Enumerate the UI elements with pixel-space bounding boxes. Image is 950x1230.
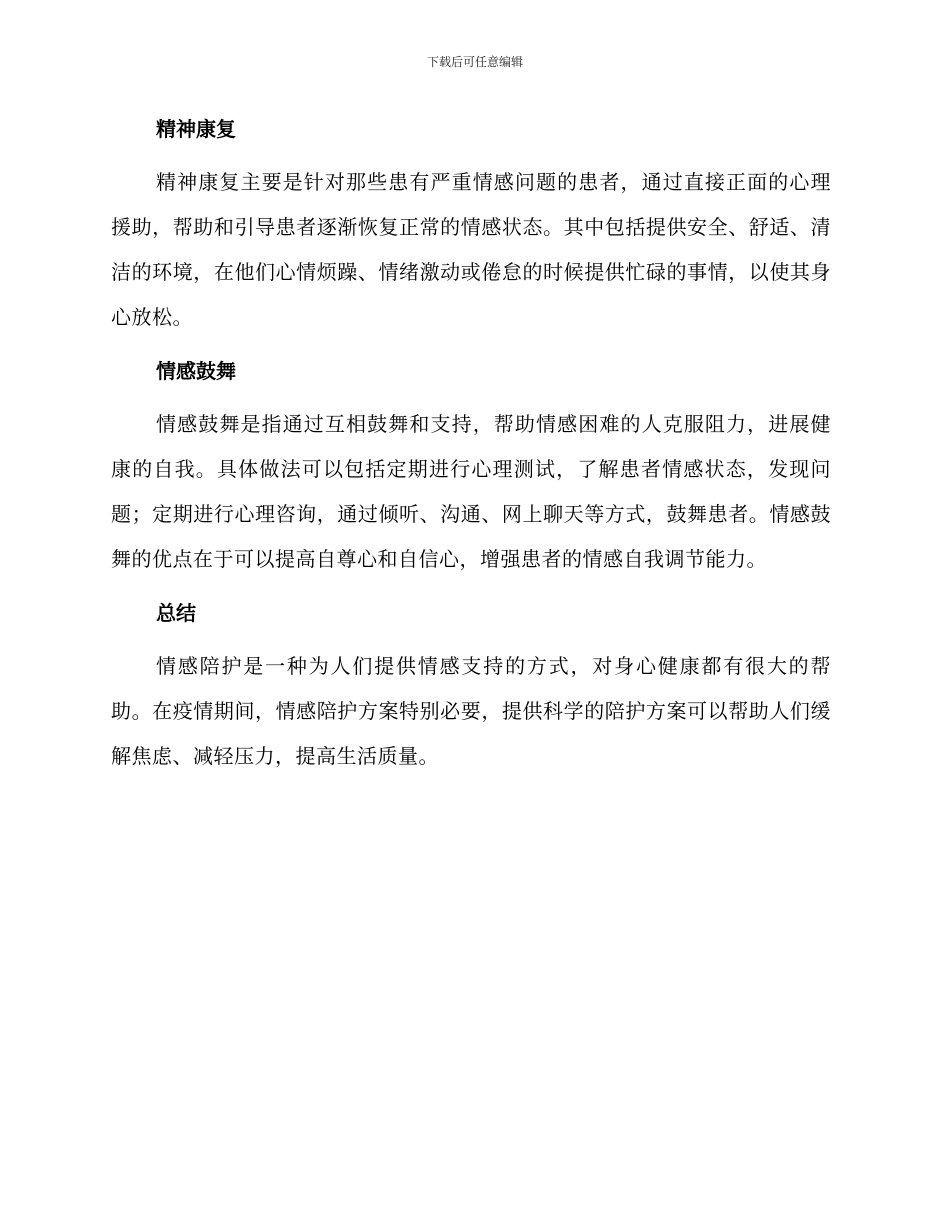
section-paragraph: 精神康复主要是针对那些患有严重情感问题的患者，通过直接正面的心理援助，帮助和引导患者逐渐恢复正常的情感状态。其中包括提供安全、舒适、清洁的环境，在他们心情烦躁、情绪激动或倦怠的时候提供忙碌的事情，以使其身心放松。	[111, 170, 831, 329]
section-heading: 情感鼓舞	[156, 359, 236, 383]
section-paragraph: 情感陪护是一种为人们提供情感支持的方式，对身心健康都有很大的帮助。在疫情期间，情感陪护方案特别必要，提供科学的陪护方案可以帮助人们缓解焦虑、减轻压力，提高生活质量。	[111, 654, 831, 768]
section-heading: 精神康复	[156, 117, 236, 141]
section-emotional-encouragement	[111, 352, 831, 582]
section-paragraph: 情感鼓舞是指通过互相鼓舞和支持，帮助情感困难的人克服阻力，进展健康的自我。具体做法可以包括定期进行心理测试，了解患者情感状态，发现问题；定期进行心理咨询，通过倾听、沟通、网上聊天等方式，鼓舞患者。情感鼓舞的优点在于可以提高自尊心和自信心，增强患者的情感自我调节能力。	[111, 412, 831, 571]
header-note: 下载后可任意编辑	[426, 55, 523, 69]
document-content	[111, 110, 831, 791]
section-mental-rehabilitation	[111, 110, 831, 340]
section-summary	[111, 594, 831, 779]
section-heading: 总结	[156, 601, 196, 625]
